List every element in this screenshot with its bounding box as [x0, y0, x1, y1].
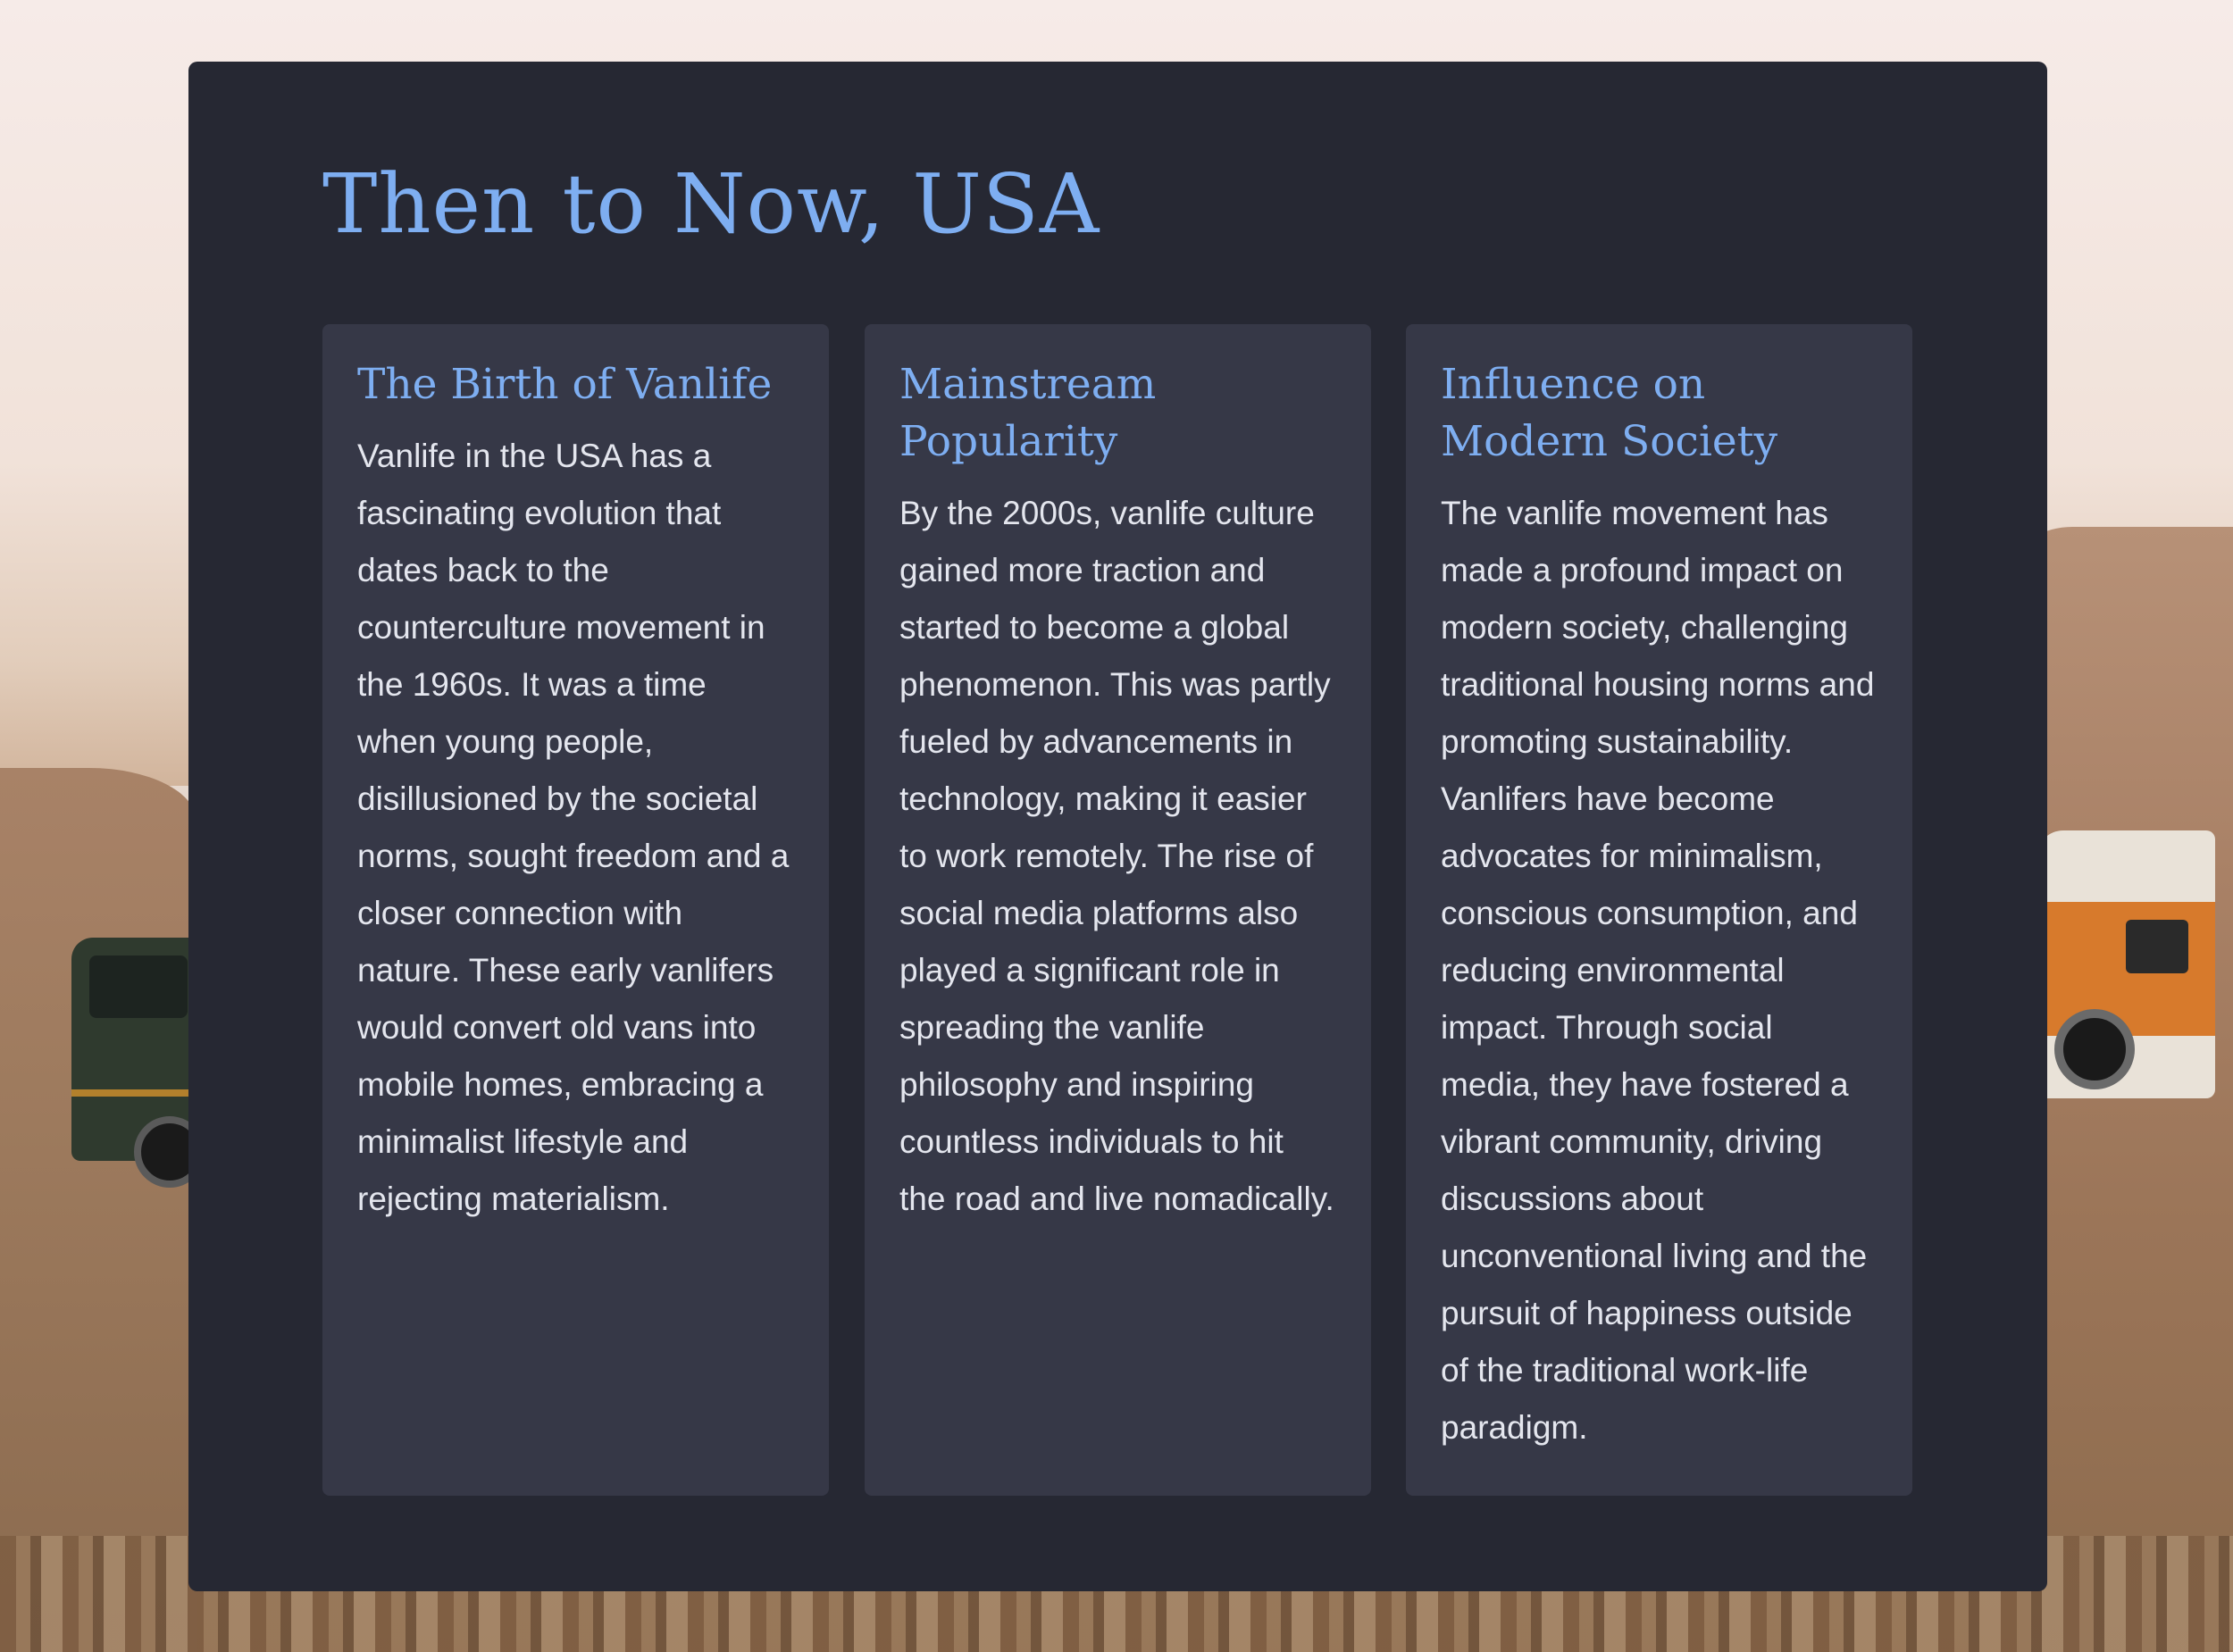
card-birth-of-vanlife [322, 324, 829, 1496]
cards-row [322, 324, 1912, 1496]
card-influence-modern-society [1406, 324, 1912, 1496]
van-right-image [2036, 830, 2215, 1098]
van-left-image [71, 938, 205, 1161]
card-body: Vanlife in the USA has a fascinating evolution that dates back to the counterculture movement in the 1960s. It was a time when young people, disillusioned by the societal norms, sought freedom and a closer connection with nature. These early vanlifers would convert old vans into mobile homes, embracing a minimalist lifestyle and rejecting materialism. [357, 438, 790, 1217]
background-hill-left [0, 768, 197, 1652]
page-title: Then to Now, USA [322, 156, 1100, 252]
card-body: The vanlife movement has made a profound impact on modern society, challenging traditional housing norms and promoting sustainability. Vanlifers have become advocates for minimalism, conscious consumption, and reducing environmental impact. Through social media, they have fostered a vibrant community, driving discussions about unconventional living and the pursuit of happiness outside of the traditional work-life paradigm. [1441, 495, 1875, 1446]
card-body: By the 2000s, vanlife culture gained more traction and started to become a global phenomenon. This was partly fueled by advancements in technology, making it easier to work remotely. The rise of social media platforms also played a significant role in spreading the vanlife philosophy and inspiring countless individuals to hit the road and live nomadically. [899, 495, 1334, 1217]
card-heading: The Birth of Vanlife [357, 360, 773, 409]
content-panel [188, 62, 2047, 1591]
van-left-stripe [71, 1089, 205, 1097]
van-left-window [89, 955, 188, 1018]
card-mainstream-popularity [865, 324, 1371, 1496]
van-right-window [2126, 920, 2188, 973]
van-right-wheel [2054, 1009, 2135, 1089]
card-heading: Mainstream Popularity [899, 360, 1157, 466]
card-heading: Influence on Modern Society [1441, 360, 1778, 466]
